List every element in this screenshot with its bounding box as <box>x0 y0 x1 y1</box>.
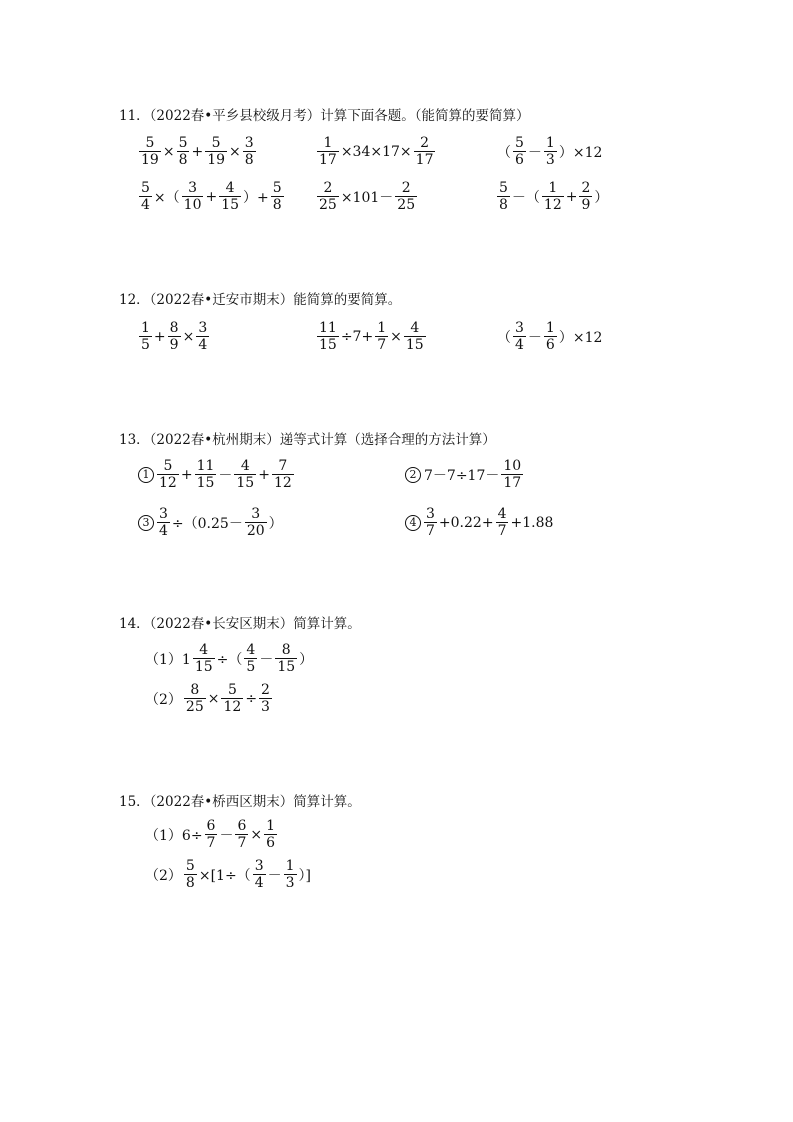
circled-number: 3 <box>138 515 154 531</box>
numerator: 1 <box>377 320 387 336</box>
numerator: 3 <box>251 506 261 522</box>
fraction <box>157 458 179 491</box>
numerator: 5 <box>145 135 155 151</box>
operator-text: ÷ <box>245 690 258 707</box>
denominator: 6 <box>266 835 276 851</box>
expression <box>144 818 278 851</box>
operator-text: × <box>182 328 195 345</box>
numerator: 11 <box>196 458 215 474</box>
fraction <box>496 506 509 539</box>
operator-text: － <box>259 651 274 668</box>
operator-text: ÷（ <box>216 651 243 668</box>
numerator: 4 <box>497 506 507 522</box>
denominator: 4 <box>141 197 150 213</box>
denominator: 7 <box>426 523 435 539</box>
denominator: 7 <box>377 337 387 353</box>
denominator: 5 <box>246 659 256 675</box>
denominator: 12 <box>159 475 177 491</box>
numerator: 4 <box>246 642 256 658</box>
fraction <box>272 458 294 491</box>
numerator: 10 <box>503 458 522 474</box>
numerator: 3 <box>515 320 524 336</box>
numerator: 1 <box>545 320 555 336</box>
numerator: 5 <box>227 682 237 698</box>
numerator: 3 <box>426 506 435 522</box>
operator-text: +0.22+ <box>438 514 494 531</box>
denominator: 4 <box>159 523 168 539</box>
fraction <box>513 320 526 353</box>
expression <box>144 858 312 891</box>
expression <box>405 506 554 539</box>
fraction <box>414 135 436 168</box>
denominator: 4 <box>254 875 264 891</box>
numerator: 8 <box>169 320 179 336</box>
denominator: 25 <box>319 197 337 213</box>
denominator: 12 <box>273 475 292 491</box>
denominator: 8 <box>185 875 195 891</box>
denominator: 3 <box>545 152 555 168</box>
operator-text: （1）1 <box>145 651 191 668</box>
fraction <box>139 135 161 168</box>
operator-text: ）+ <box>243 189 269 206</box>
fraction <box>317 135 339 168</box>
denominator: 8 <box>178 152 188 168</box>
operator-text: × <box>207 690 220 707</box>
denominator: 15 <box>196 475 215 491</box>
fraction <box>195 458 217 491</box>
operator-text: ） <box>594 189 609 206</box>
denominator: 5 <box>141 337 150 353</box>
fraction <box>542 180 564 213</box>
denominator: 17 <box>415 152 434 168</box>
denominator: 15 <box>221 197 240 213</box>
fraction <box>221 682 243 715</box>
numerator: 2 <box>401 180 411 196</box>
expression <box>496 320 603 353</box>
operator-text: － <box>527 329 542 346</box>
denominator: 17 <box>503 475 522 491</box>
numerator: 1 <box>141 320 150 336</box>
operator-text: －（ <box>511 189 540 206</box>
expression <box>496 135 603 168</box>
expression <box>405 458 524 491</box>
fraction <box>375 320 388 353</box>
fraction <box>182 180 204 213</box>
fraction <box>395 180 417 213</box>
numerator: 8 <box>281 642 291 658</box>
denominator: 7 <box>237 835 247 851</box>
fraction <box>139 180 152 213</box>
operator-text: （ <box>497 144 511 161</box>
numerator: 2 <box>323 180 333 196</box>
fraction <box>205 135 227 168</box>
fraction <box>184 858 197 891</box>
operator-text: × <box>229 143 241 160</box>
fraction <box>235 818 248 851</box>
numerator: 4 <box>410 320 420 336</box>
circled-number: 4 <box>405 515 421 531</box>
numerator: 1 <box>548 180 558 196</box>
operator-text: + <box>258 466 270 483</box>
fraction <box>253 858 266 891</box>
numerator: 3 <box>254 858 264 874</box>
numerator: 2 <box>420 135 430 151</box>
fraction <box>501 458 523 491</box>
operator-text: × <box>250 826 263 843</box>
fraction <box>243 135 256 168</box>
operator-text: + <box>205 188 218 205</box>
numerator: 5 <box>141 180 150 196</box>
denominator: 6 <box>515 152 524 168</box>
denominator: 9 <box>581 197 591 213</box>
operator-text: ÷7+ <box>340 328 374 345</box>
fraction <box>271 180 284 213</box>
operator-text: 7－7÷17－ <box>424 467 500 484</box>
operator-text: ×34×17× <box>340 143 412 160</box>
numerator: 5 <box>178 135 188 151</box>
operator-text: － <box>527 144 542 161</box>
fraction <box>317 320 339 353</box>
denominator: 7 <box>497 523 507 539</box>
numerator: 6 <box>237 818 247 834</box>
operator-text: + <box>565 188 578 205</box>
numerator: 5 <box>185 858 195 874</box>
numerator: 5 <box>211 135 221 151</box>
operator-text: （2） <box>145 867 182 884</box>
fraction <box>193 642 215 675</box>
numerator: 3 <box>198 320 208 336</box>
denominator: 25 <box>185 699 204 715</box>
problem-title: 15．（2022春•桥西区期末）简算计算。 <box>119 794 361 810</box>
fraction <box>424 506 437 539</box>
fraction <box>196 320 209 353</box>
operator-text: +1.88 <box>510 514 554 531</box>
fraction <box>205 818 218 851</box>
problem-title: 12．（2022春•迁安市期末）能简算的要简算。 <box>119 292 402 308</box>
denominator: 8 <box>272 197 282 213</box>
fraction <box>404 320 426 353</box>
denominator: 4 <box>198 337 208 353</box>
operator-text: ） <box>268 515 283 532</box>
operator-text: ）] <box>298 867 311 884</box>
fraction <box>513 135 526 168</box>
denominator: 17 <box>319 152 337 168</box>
operator-text: ×101－ <box>340 189 394 206</box>
denominator: 20 <box>246 523 265 539</box>
fraction <box>497 180 510 213</box>
operator-text: + <box>191 143 204 160</box>
denominator: 4 <box>515 337 524 353</box>
operator-text: × <box>162 143 175 160</box>
operator-text: － <box>218 467 233 484</box>
fraction <box>245 506 267 539</box>
denominator: 19 <box>141 152 159 168</box>
expression <box>316 135 436 168</box>
expression <box>138 180 285 213</box>
operator-text: + <box>180 466 193 483</box>
operator-text: （2） <box>145 691 182 708</box>
numerator: 3 <box>159 506 168 522</box>
circled-number: 1 <box>138 467 154 483</box>
denominator: 19 <box>207 152 226 168</box>
fraction <box>317 180 339 213</box>
operator-text: ÷（0.25－ <box>171 515 243 532</box>
fraction <box>275 642 297 675</box>
denominator: 8 <box>244 152 254 168</box>
denominator: 7 <box>206 835 216 851</box>
numerator: 5 <box>272 180 282 196</box>
fraction <box>139 320 152 353</box>
numerator: 4 <box>240 458 250 474</box>
operator-text: ） <box>299 651 314 668</box>
denominator: 12 <box>223 699 242 715</box>
numerator: 4 <box>225 180 235 196</box>
fraction <box>177 135 190 168</box>
numerator: 1 <box>545 135 555 151</box>
denominator: 6 <box>545 337 555 353</box>
denominator: 12 <box>543 197 562 213</box>
expression <box>138 135 257 168</box>
operator-text: + <box>153 328 166 345</box>
numerator: 1 <box>285 858 295 874</box>
fraction <box>544 135 557 168</box>
fraction <box>244 642 257 675</box>
numerator: 1 <box>323 135 333 151</box>
numerator: 7 <box>278 458 288 474</box>
denominator: 15 <box>194 659 213 675</box>
numerator: 3 <box>244 135 254 151</box>
denominator: 3 <box>285 875 295 891</box>
numerator: 5 <box>163 458 173 474</box>
operator-text: （1）6÷ <box>145 827 203 844</box>
denominator: 15 <box>236 475 255 491</box>
denominator: 25 <box>397 197 416 213</box>
fraction <box>259 682 272 715</box>
denominator: 8 <box>499 197 508 213</box>
expression <box>138 458 295 491</box>
problem-title: 14．（2022春•长安区期末）简算计算。 <box>119 616 361 632</box>
expression <box>316 320 427 353</box>
operator-text: ）×12 <box>558 144 603 161</box>
fraction <box>264 818 277 851</box>
operator-text: （ <box>497 329 511 346</box>
operator-text: ×（ <box>153 189 180 206</box>
numerator: 5 <box>499 180 508 196</box>
problem-title: 11．（2022春•平乡县校级月考）计算下面各题。（能简算的要简算） <box>119 108 530 124</box>
denominator: 15 <box>319 337 337 353</box>
fraction <box>168 320 181 353</box>
operator-text: ×[1÷（ <box>198 867 251 884</box>
numerator: 6 <box>206 818 216 834</box>
operator-text: － <box>219 827 234 844</box>
numerator: 8 <box>190 682 200 698</box>
expression <box>496 180 609 213</box>
denominator: 15 <box>277 659 296 675</box>
expression <box>138 506 284 539</box>
problem-title: 13．（2022春•杭州期末）递等式计算（选择合理的方法计算） <box>119 432 496 448</box>
numerator: 1 <box>266 818 276 834</box>
expression <box>144 682 273 715</box>
fraction <box>184 682 206 715</box>
fraction <box>157 506 170 539</box>
fraction <box>234 458 256 491</box>
numerator: 5 <box>515 135 524 151</box>
fraction <box>284 858 297 891</box>
denominator: 15 <box>405 337 424 353</box>
numerator: 3 <box>188 180 198 196</box>
denominator: 3 <box>261 699 270 715</box>
denominator: 9 <box>169 337 179 353</box>
expression <box>138 320 210 353</box>
fraction <box>579 180 592 213</box>
fraction <box>219 180 241 213</box>
expression <box>144 642 314 675</box>
expression <box>316 180 418 213</box>
operator-text: × <box>390 328 402 345</box>
operator-text: － <box>267 867 282 884</box>
numerator: 11 <box>319 320 337 336</box>
circled-number: 2 <box>405 467 421 483</box>
operator-text: ）×12 <box>558 329 603 346</box>
numerator: 2 <box>581 180 591 196</box>
fraction <box>544 320 557 353</box>
numerator: 2 <box>261 682 270 698</box>
numerator: 4 <box>199 642 209 658</box>
denominator: 10 <box>183 197 202 213</box>
